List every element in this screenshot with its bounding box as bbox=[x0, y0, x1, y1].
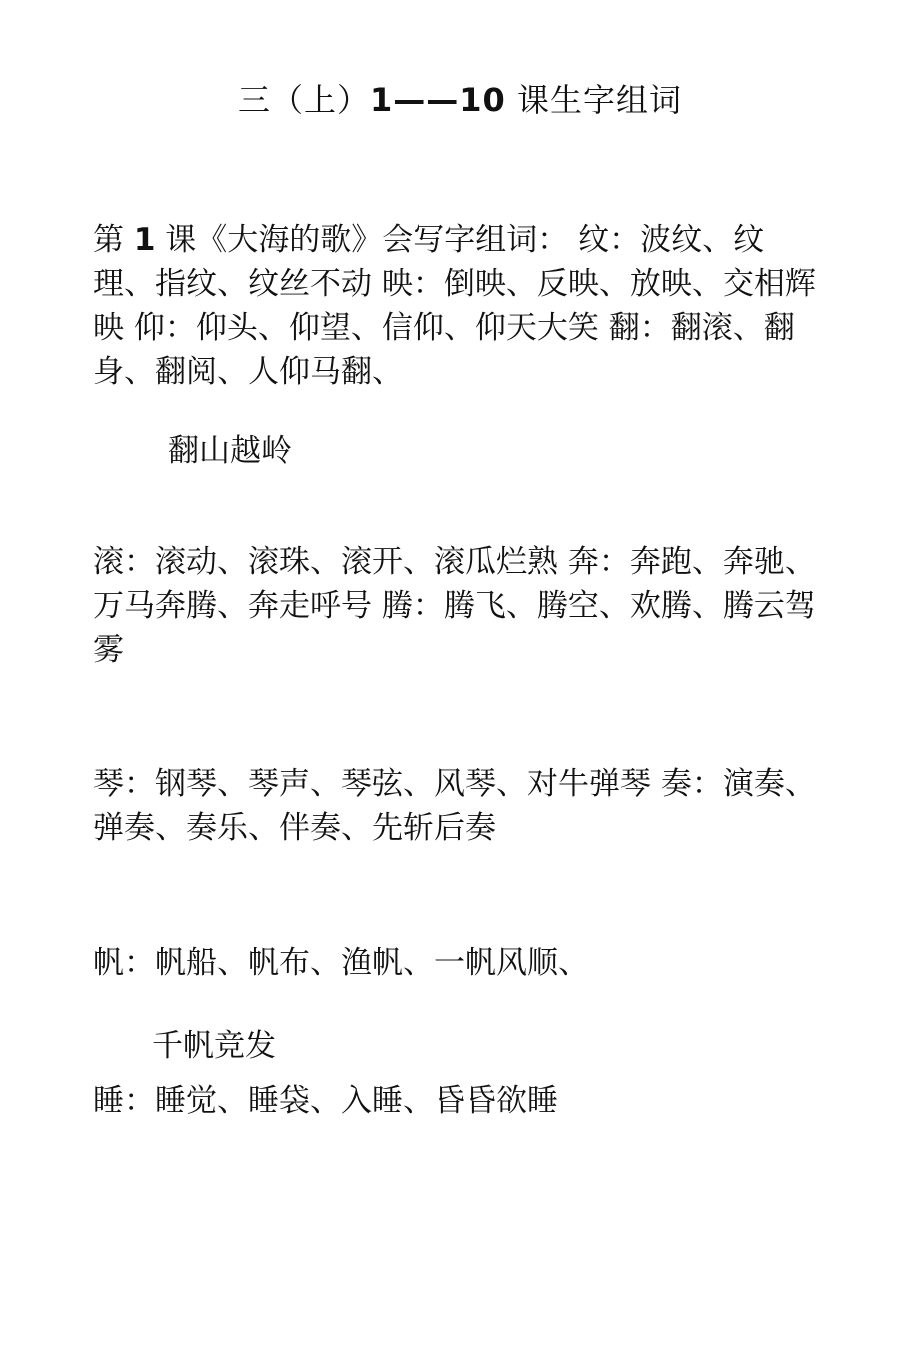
continuation-line-fan: 翻山越岭 bbox=[168, 433, 292, 469]
lesson-1-paragraph bbox=[93, 218, 823, 394]
paragraph-shui: 睡：睡觉、睡袋、入睡、昏昏欲睡 bbox=[93, 1083, 558, 1119]
lesson-1-words: 课《大海的歌》会写字组词： 纹：波纹、纹理、指纹、纹丝不动 映：倒映、反映、放映、交相辉映 仰：仰头、仰望、信仰、仰天大笑 翻：翻滚、翻身、翻阅、人仰马翻、 bbox=[93, 222, 816, 390]
page-title bbox=[0, 78, 920, 122]
title-prefix: 三（上） bbox=[238, 81, 371, 119]
paragraph-fan-sail: 帆：帆船、帆布、渔帆、一帆风顺、 bbox=[93, 945, 589, 981]
title-number: 1——10 bbox=[370, 81, 506, 119]
lesson-1-prefix: 第 bbox=[93, 222, 134, 258]
lesson-1-number: 1 bbox=[133, 222, 156, 258]
title-suffix: 课生字组词 bbox=[505, 81, 682, 119]
paragraph-qin: 琴：钢琴、琴声、琴弦、风琴、对牛弹琴 奏：演奏、弹奏、奏乐、伴奏、先斩后奏 bbox=[93, 766, 816, 846]
paragraph-gun: 滚：滚动、滚珠、滚开、滚瓜烂熟 奔：奔跑、奔驰、万马奔腾、奔走呼号 腾：腾飞、腾空、欢腾、腾云驾雾 bbox=[93, 544, 816, 668]
continuation-line-qianfan: 千帆竞发 bbox=[152, 1028, 276, 1064]
